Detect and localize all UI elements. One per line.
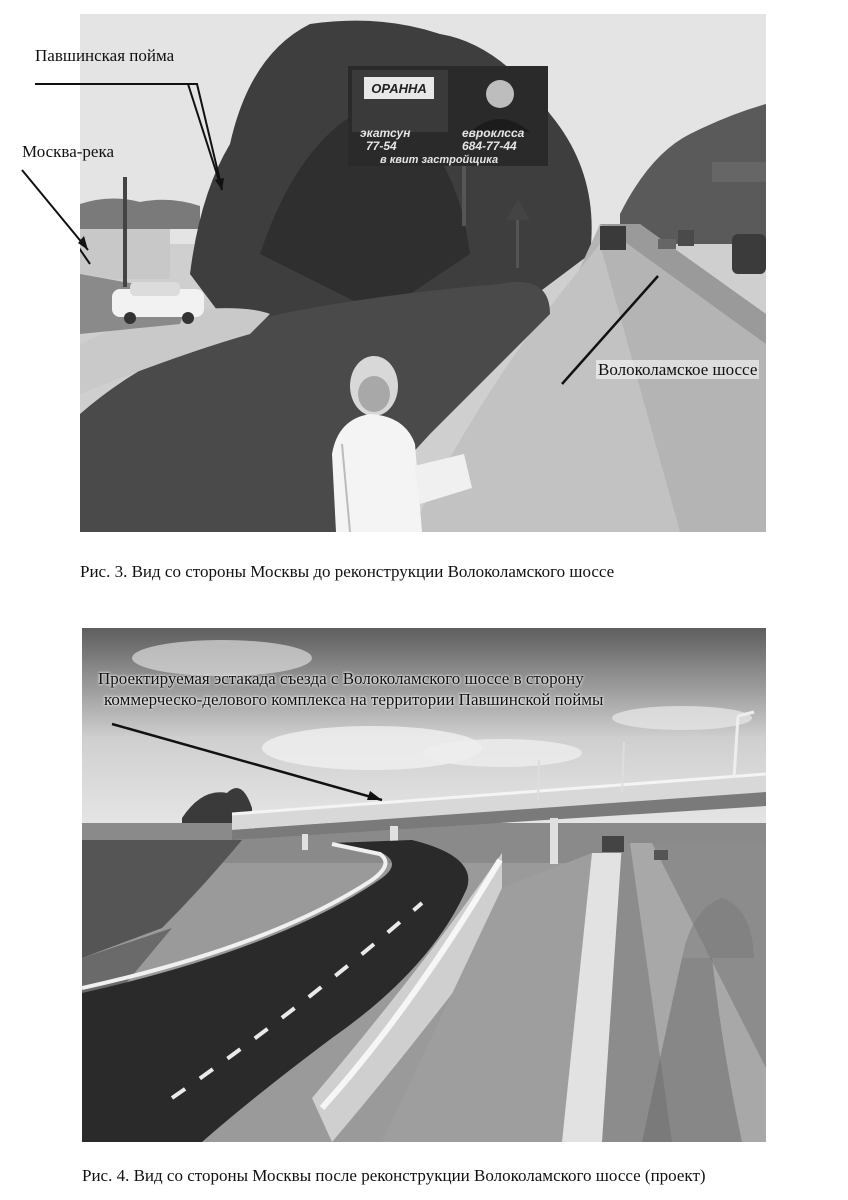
- billboard-brand: ОРАННА: [371, 81, 427, 96]
- billboard-line3: в квит застройщика: [380, 154, 499, 166]
- billboard-line1-left: экатсун: [360, 126, 411, 140]
- figure-4-caption: Рис. 4. Вид со стороны Москвы после реконструкции Волоколамского шоссе (проект): [82, 1166, 706, 1185]
- billboard-phone-left: 77-54: [366, 139, 397, 153]
- label-river: Москва-река: [22, 142, 115, 161]
- billboard-line1-right: евроклсса: [462, 126, 525, 140]
- annotation-line-2: коммерческо-делового комплекса на территории Павшинской поймы: [104, 690, 604, 709]
- annotation-line-1: Проектируемая эстакада съезда с Волоколамского шоссе в сторону: [98, 669, 584, 688]
- figure-4-annotation: [98, 668, 603, 710]
- billboard-phone-right: 684-77-44: [462, 139, 517, 153]
- label-highway: Волоколамское шоссе: [598, 360, 758, 379]
- figure-3-caption: Рис. 3. Вид со стороны Москвы до реконструкции Волоколамского шоссе: [80, 562, 615, 581]
- label-floodplain: Павшинская пойма: [35, 46, 175, 65]
